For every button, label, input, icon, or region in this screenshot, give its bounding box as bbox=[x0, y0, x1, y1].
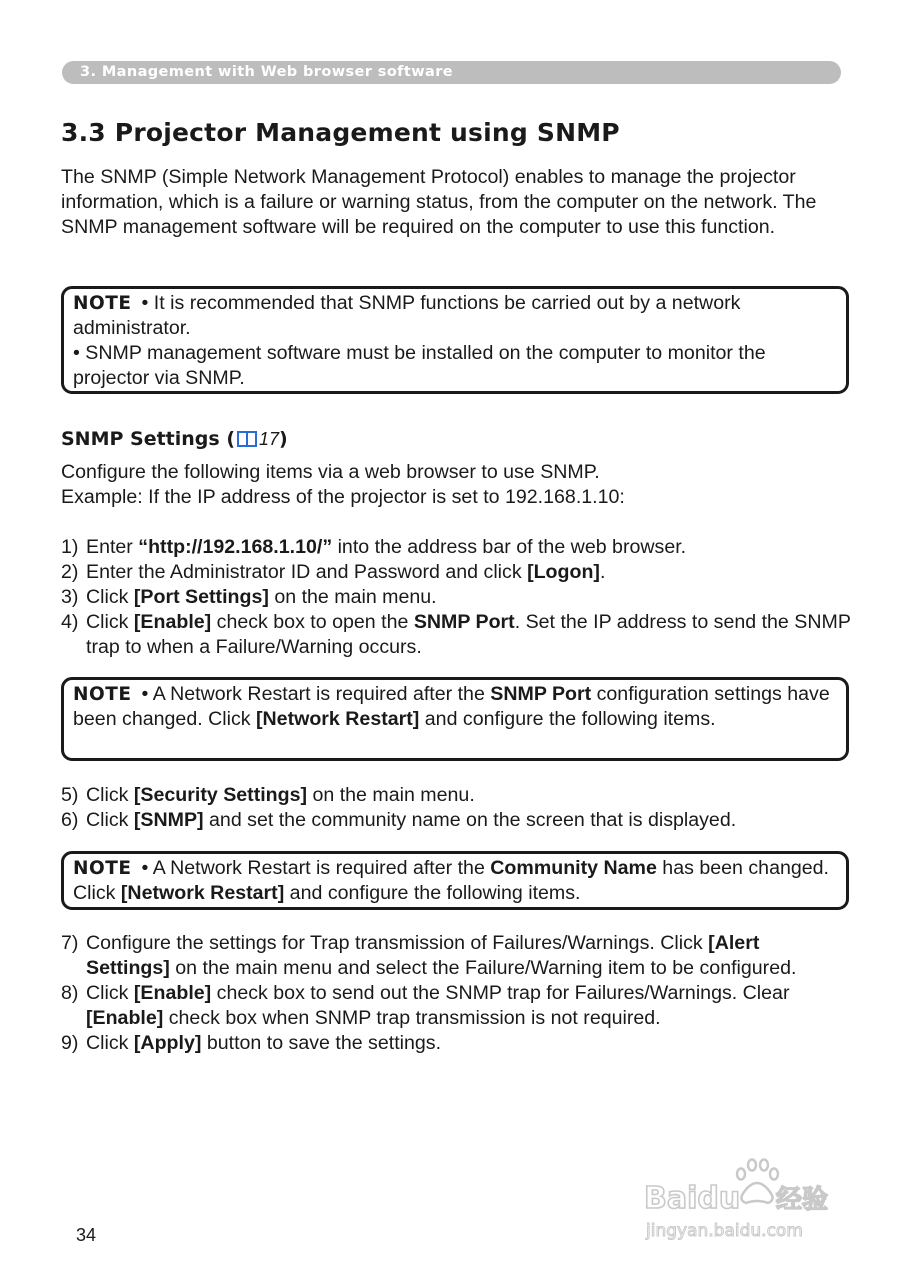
note-1-text-2: • SNMP management software must be installed on the computer to monitor the projector via SNMP. bbox=[73, 342, 766, 389]
settings-intro-line-2: Example: If the IP address of the projector is set to 192.168.1.10: bbox=[61, 486, 625, 508]
text-run: Click bbox=[86, 809, 134, 831]
ui-reference: [Network Restart] bbox=[256, 708, 420, 730]
note-label: NOTE bbox=[73, 858, 132, 879]
text-run: Configure the settings for Trap transmission of Failures/Warnings. Click bbox=[86, 932, 709, 954]
text-run: . bbox=[599, 561, 606, 583]
step-item bbox=[61, 535, 851, 560]
step-item bbox=[61, 610, 851, 660]
text-run: on the main menu and select the Failure/Warning item to be configured. bbox=[169, 957, 797, 979]
step-text bbox=[86, 585, 851, 610]
note-1-text-1: • It is recommended that SNMP functions be carried out by a network administrator. bbox=[73, 292, 741, 339]
step-text bbox=[86, 783, 851, 808]
page-title: 3.3 Projector Management using SNMP bbox=[61, 118, 620, 147]
step-number: 1) bbox=[61, 536, 79, 558]
book-reference-icon bbox=[236, 430, 258, 453]
step-text bbox=[86, 931, 831, 981]
note-label: NOTE bbox=[73, 684, 132, 705]
note-box-1 bbox=[61, 286, 849, 394]
ui-reference: [Logon] bbox=[527, 561, 600, 583]
text-run: button to save the settings. bbox=[201, 1032, 442, 1054]
step-item bbox=[61, 981, 831, 1031]
paw-icon bbox=[737, 1160, 778, 1204]
steps-list-1 bbox=[61, 535, 851, 660]
intro-paragraph: The SNMP (Simple Network Management Protocol) enables to manage the projector information, which is a failure or warning status, from the computer on the network. The SNMP management software will be required on the computer to use this function. bbox=[61, 166, 817, 238]
watermark-brand: Baidu bbox=[644, 1181, 741, 1216]
text-run: Click bbox=[86, 611, 134, 633]
step-item bbox=[61, 931, 831, 981]
steps-list-2 bbox=[61, 783, 851, 833]
step-text bbox=[86, 1031, 831, 1056]
step-text bbox=[86, 610, 851, 660]
step-number: 3) bbox=[61, 586, 79, 608]
text-run: on the main menu. bbox=[268, 586, 437, 608]
ui-reference: Community Name bbox=[490, 857, 657, 879]
text-run: on the main menu. bbox=[307, 784, 475, 806]
note-box-3 bbox=[61, 851, 849, 910]
note-box-2 bbox=[61, 677, 849, 761]
ui-reference: [Enable] bbox=[86, 1007, 164, 1029]
ui-reference: SNMP Port bbox=[490, 683, 592, 705]
step-number: 2) bbox=[61, 561, 79, 583]
note-1-line-1 bbox=[73, 291, 840, 341]
text-run: check box to send out the SNMP trap for Failures/Warnings. Clear bbox=[211, 982, 790, 1004]
baidu-watermark-logo bbox=[640, 1148, 852, 1248]
text-run: Click bbox=[86, 586, 134, 608]
ui-reference: [Port Settings] bbox=[133, 586, 269, 608]
text-run: . Set the IP address to send the SNMP trap to when a Failure/Warning occurs. bbox=[86, 611, 851, 658]
text-run: and set the community name on the screen that is displayed. bbox=[203, 809, 737, 831]
url-text: “http://192.168.1.10/” bbox=[138, 536, 333, 558]
text-run: Enter bbox=[86, 536, 139, 558]
step-number: 7) bbox=[61, 932, 79, 954]
note-label: NOTE bbox=[73, 293, 132, 314]
watermark-url: jingyan.baidu.com bbox=[646, 1221, 803, 1241]
ui-reference: SNMP Port bbox=[413, 611, 515, 633]
step-item bbox=[61, 560, 851, 585]
text-run: • A Network Restart is required after the bbox=[141, 683, 491, 705]
text-run: • A Network Restart is required after the bbox=[141, 857, 491, 879]
text-run: Click bbox=[86, 784, 134, 806]
text-run: and configure the following items. bbox=[419, 708, 716, 730]
step-text bbox=[86, 808, 851, 833]
step-item bbox=[61, 1031, 831, 1056]
snmp-settings-intro bbox=[61, 460, 851, 510]
step-text bbox=[86, 560, 851, 585]
text-run: configuration settings have been changed. Click bbox=[73, 683, 830, 730]
text-run: has been changed. Click bbox=[73, 857, 829, 904]
page-number: 34 bbox=[76, 1225, 97, 1245]
section-header-text: 3. Management with Web browser software bbox=[80, 64, 453, 80]
snmp-settings-heading-text: SNMP Settings ( bbox=[61, 428, 236, 450]
section-header-bar bbox=[62, 61, 841, 84]
settings-intro-line-1: Configure the following items via a web browser to use SNMP. bbox=[61, 461, 600, 483]
steps-list-3 bbox=[61, 931, 831, 1056]
text-run: into the address bar of the web browser. bbox=[332, 536, 687, 558]
snmp-settings-heading bbox=[61, 428, 288, 453]
step-number: 5) bbox=[61, 784, 79, 806]
ui-reference: [Network Restart] bbox=[120, 882, 285, 904]
step-number: 6) bbox=[61, 809, 79, 831]
text-run: Enter the Administrator ID and Password and click bbox=[86, 561, 528, 583]
ui-reference: [Alert Settings] bbox=[86, 932, 760, 979]
step-number: 9) bbox=[61, 1032, 79, 1054]
ui-reference: [Enable] bbox=[133, 611, 212, 633]
text-run: check box to open the bbox=[211, 611, 414, 633]
step-text bbox=[86, 535, 851, 560]
step-item bbox=[61, 808, 851, 833]
snmp-settings-heading-close: ) bbox=[279, 428, 288, 450]
ui-reference: [SNMP] bbox=[133, 809, 204, 831]
step-number: 8) bbox=[61, 982, 79, 1004]
watermark-cn: 经验 bbox=[776, 1185, 829, 1215]
ui-reference: [Apply] bbox=[133, 1032, 202, 1054]
step-number: 4) bbox=[61, 611, 79, 633]
text-run: Click bbox=[86, 982, 134, 1004]
text-run: check box when SNMP trap transmission is not required. bbox=[163, 1007, 661, 1029]
page-reference: 17 bbox=[259, 429, 280, 449]
step-text bbox=[86, 981, 831, 1031]
ui-reference: [Security Settings] bbox=[133, 784, 308, 806]
ui-reference: [Enable] bbox=[133, 982, 212, 1004]
step-item bbox=[61, 783, 851, 808]
text-run: and configure the following items. bbox=[284, 882, 581, 904]
step-item bbox=[61, 585, 851, 610]
text-run: Click bbox=[86, 1032, 134, 1054]
